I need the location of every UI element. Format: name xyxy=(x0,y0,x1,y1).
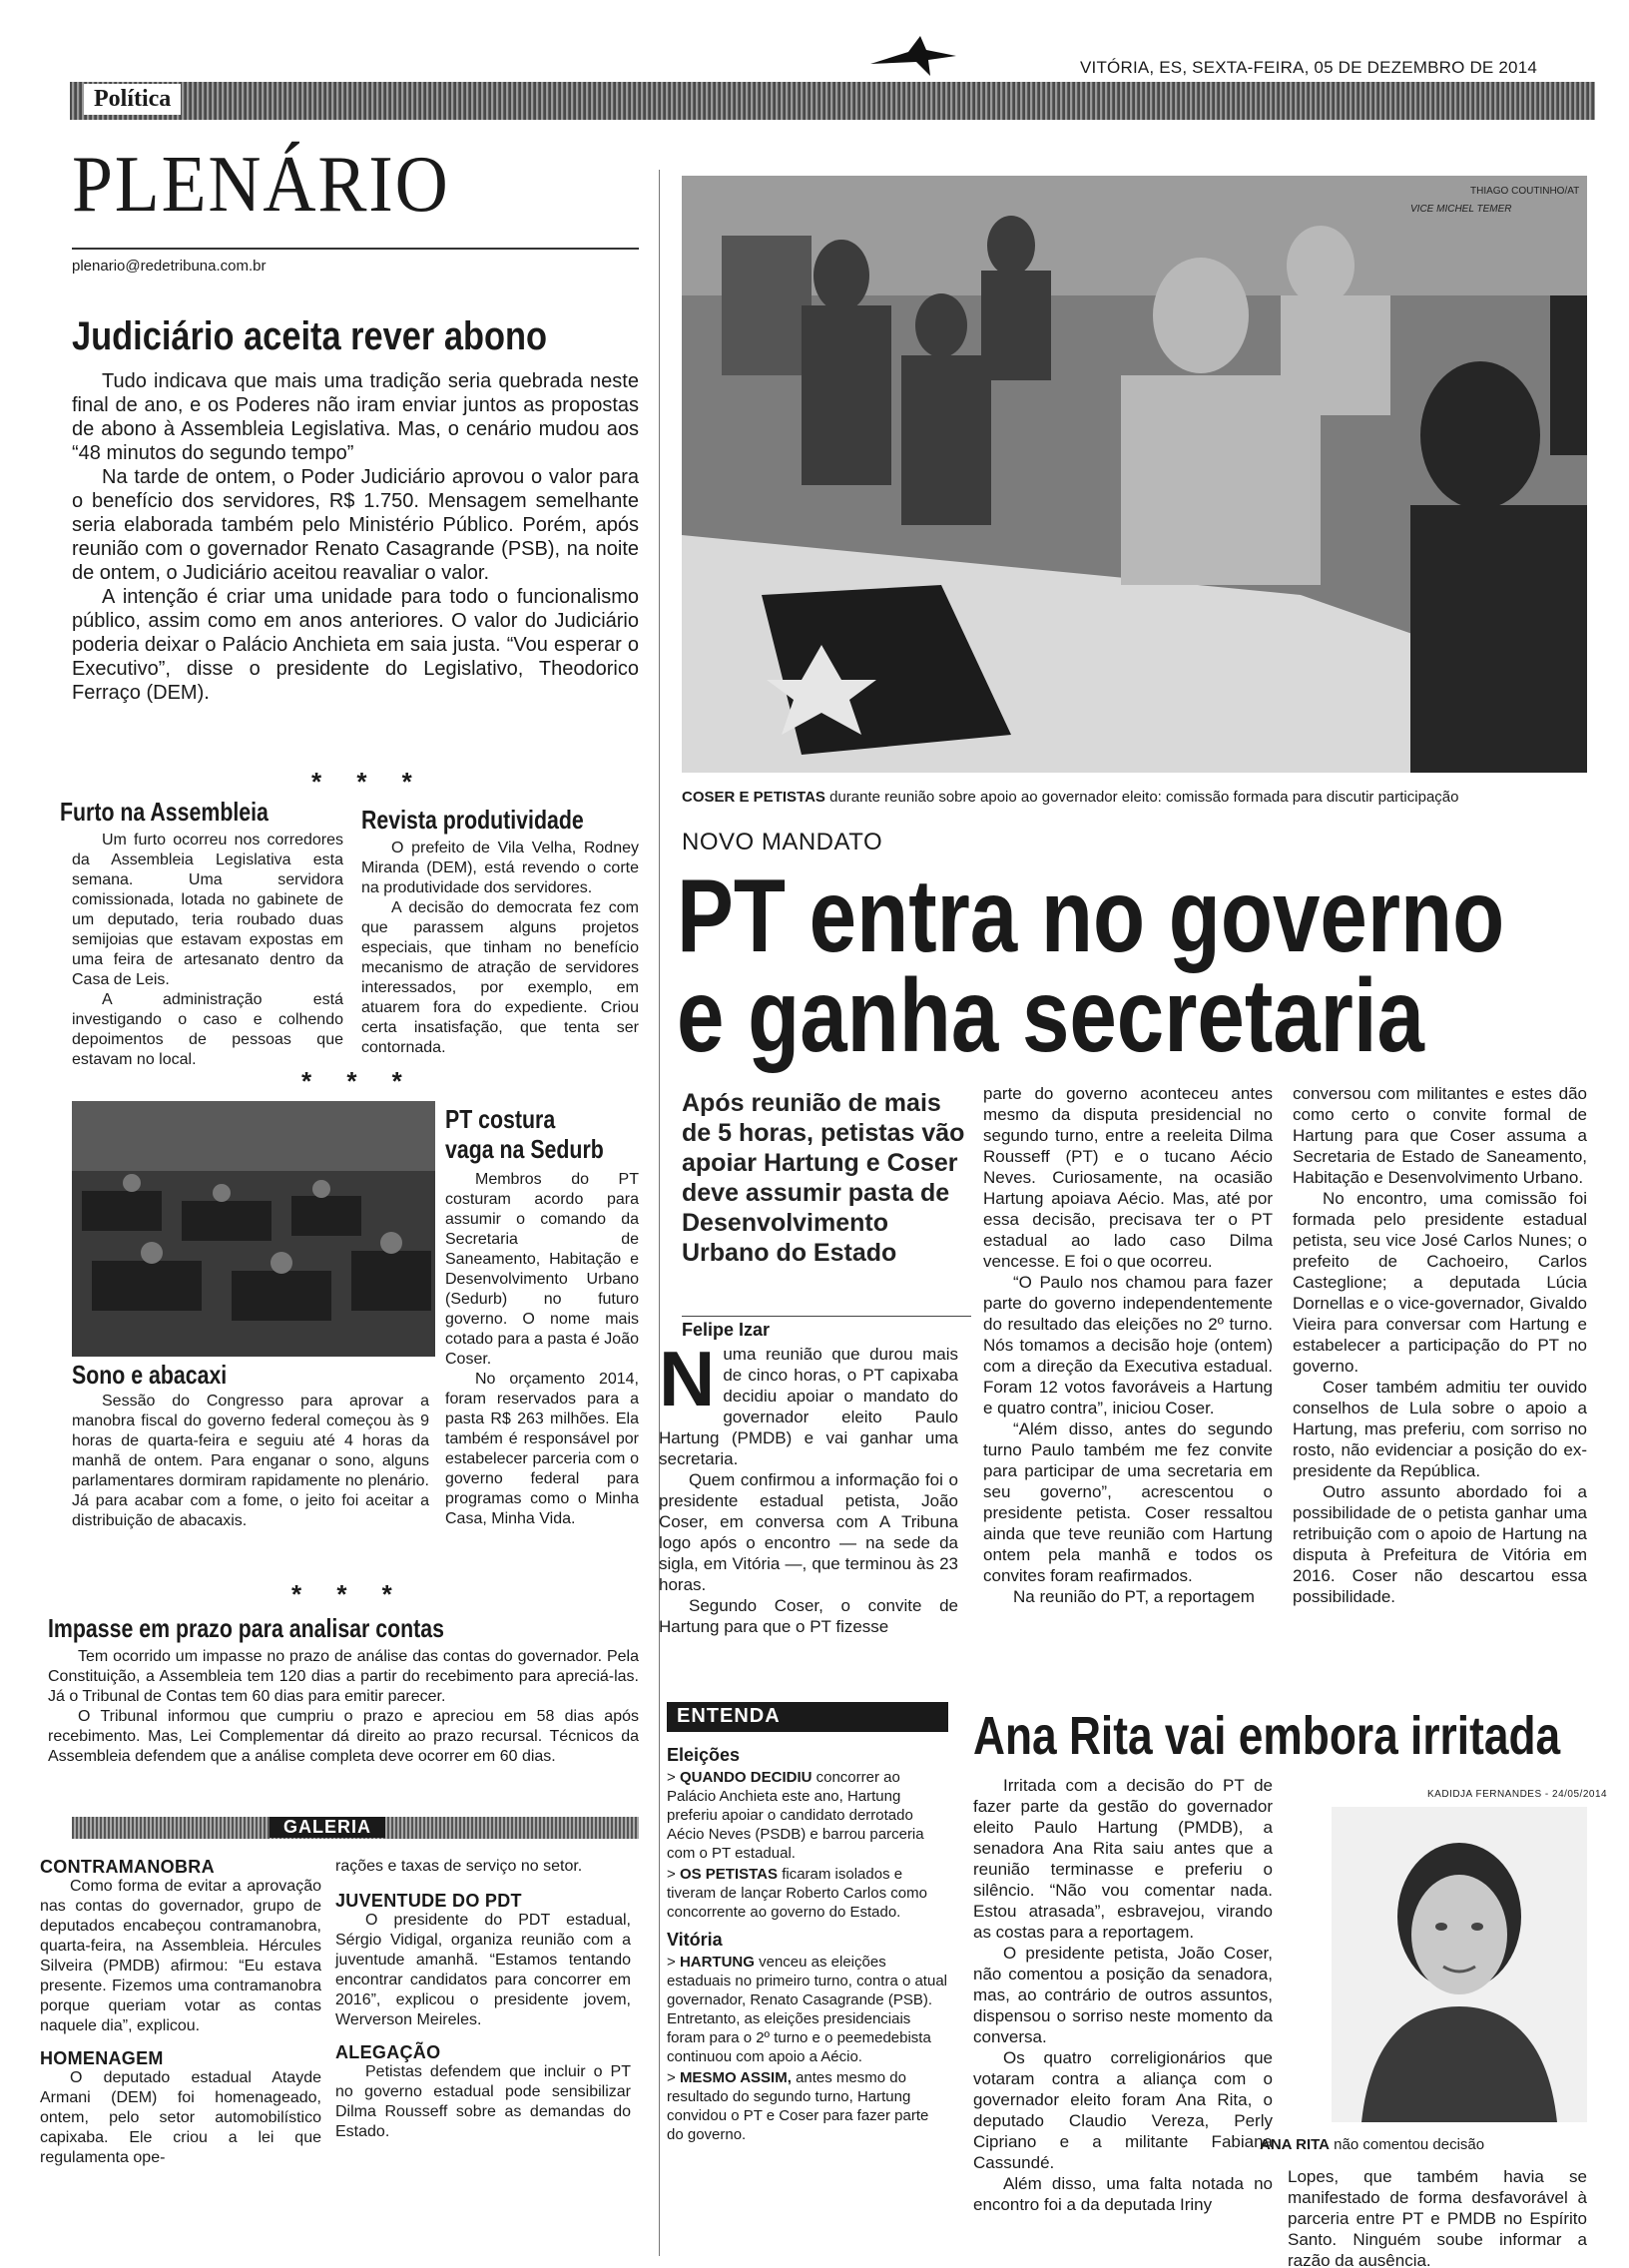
entenda-item-lead: QUANDO DECIDIU xyxy=(679,1769,813,1786)
galeria-item-text: O presidente do PDT estadual, Sérgio Vidigal, organiza reunião com a juventude amanhã. “Estamos tentando encontrar candidatos para concorrer em 2016”, explicou o presidente jovem, Werverson Meireles. xyxy=(335,1912,631,2028)
entenda-label: ENTENDA xyxy=(667,1702,948,1732)
entenda-item-text: ficaram isolados e tiveram de lançar Roberto Carlos como concorrente ao governo do Estado. xyxy=(667,1866,927,1921)
article-pt-costura xyxy=(445,1170,639,1529)
photo-caption xyxy=(682,789,1587,807)
photo-congress-session xyxy=(72,1101,435,1357)
headline-impasse: Impasse em prazo para analisar contas xyxy=(48,1613,444,1643)
headline-judiciario: Judiciário aceita rever abono xyxy=(72,314,548,358)
entenda-item-lead: HARTUNG xyxy=(679,1954,755,1971)
paragraph: No orçamento 2014, foram reservados para a pasta R$ 263 milhões. Ela também é responsável por estabelecer parceria com o governo federal para programas como o Minha Casa, Minha Vida. xyxy=(445,1371,639,1527)
paragraph: conversou com militantes e estes dão como certo o convite formal de Hartung para que Coser assuma a Secretaria de Estado de Saneamento, Habitação e Desenvolvimento Urbano. xyxy=(1293,1084,1587,1187)
entenda-item-lead: OS PETISTAS xyxy=(679,1866,779,1883)
headline-pt-costura xyxy=(445,1104,604,1164)
galeria-item-text: Como forma de evitar a aprovação nas contas do governador, grupo de deputados encabeçou contramanobra, quarta-feira, na Assembleia. Hércules Silveira (PMDB) afirmou: “Eu estava presente. Fizemos uma contramanobra porque queriam votar as contas naquele dia”, explicou. xyxy=(40,1878,321,2034)
main-headline xyxy=(677,858,1505,1074)
paragraph: Irritada com a decisão do PT de fazer parte da gestão do governador eleito Paulo Hartung (PMDB), a senadora Ana Rita saiu antes que a reunião terminasse e preferiu o silêncio. “Não vou comentar nada. Estou atrasada”, esbravejou, virando as costas para a reportagem. xyxy=(973,1776,1273,1942)
column-email[interactable]: plenario@redetribuna.com.br xyxy=(72,258,267,275)
photo-tag: VICE MICHEL TEMER xyxy=(1410,204,1512,215)
section-band xyxy=(70,82,1595,120)
separator-stars: * * * xyxy=(301,1066,416,1096)
entenda-item-text: concorrer ao Palácio Anchieta este ano, Hartung preferiu apoiar o candidato derrotado Aécio Neves (PSDB) e barrou parceria com o PT estadual. xyxy=(667,1769,924,1862)
photo-meeting xyxy=(682,176,1587,773)
galeria-col-left xyxy=(40,1857,321,2168)
paragraph: A intenção é criar uma unidade para todo o funcionalismo público, assim como em anos anteriores. O valor do Judiciário poderia deixar o Palácio Anchieta em saia justa. “Vou esperar o Executivo”, disse o presidente do Legislativo, Theodorico Ferraço (DEM). xyxy=(72,586,639,704)
headline-line: vaga na Sedurb xyxy=(445,1134,604,1164)
lead-paragraph: Após reunião de mais de 5 horas, petistas vão apoiar Hartung e Coser deve assumir pasta de Desenvolvimento Urbano do Estado xyxy=(682,1089,965,1267)
photo-credit: KADIDJA FERNANDES - 24/05/2014 xyxy=(1427,1789,1608,1800)
kicker: NOVO MANDATO xyxy=(682,829,883,855)
headline-furto: Furto na Assembleia xyxy=(60,797,269,827)
entenda-item-lead: MESMO ASSIM, xyxy=(679,2069,792,2086)
photo-ana-rita xyxy=(1332,1807,1587,2122)
paragraph: Coser também admitiu ter ouvido conselhos de Lula sobre o apoio a Hartung, mas preferiu, com sorriso no rosto, não evidenciar a posição do ex-presidente da República. xyxy=(1293,1378,1587,1480)
galeria-col-right xyxy=(335,1857,631,2142)
entenda-item: > QUANDO DECIDIU concorrer ao Palácio Anchieta este ano, Hartung preferiu apoiar o candidato derrotado Aécio Neves (PSDB) e barrou parceria com o PT estadual. xyxy=(667,1769,924,1862)
galeria-item-text: Petistas defendem que incluir o PT no governo estadual pode sensibilizar Dilma Rousseff sobre as demandas do Estado. xyxy=(335,2063,631,2140)
paragraph: Na tarde de ontem, o Poder Judiciário aprovou o valor para o benefício dos servidores, R$ 1.750. Mensagem semelhante seria elaborada também pelo Ministério Público. Porém, após reunião com o governador Renato Casagrande (PSB), na noite de ontem, o Judiciário aceitou reavaliar o valor. xyxy=(72,466,639,584)
column-title: PLENÁRIO xyxy=(72,141,450,229)
section-label: Política xyxy=(84,84,181,115)
galeria-item-title: HOMENAGEM xyxy=(40,2048,164,2068)
paragraph: Outro assunto abordado foi a possibilidade de o petista ganhar uma retribuição com o apoio de Hartung na disputa à Prefeitura de Vitória em 2016. Coser não descartou essa possibilidade. xyxy=(1293,1482,1587,1606)
galeria-label: GALERIA xyxy=(270,1817,385,1838)
main-col-3 xyxy=(983,1083,1273,1607)
divider xyxy=(72,248,639,250)
headline-ana-rita: Ana Rita vai embora irritada xyxy=(973,1706,1561,1766)
paragraph: Quem confirmou a informação foi o presidente estadual petista, João Coser, em conversa com A Tribuna logo após o encontro — na sede da sigla, em Vitória —, que terminou às 23 horas. xyxy=(659,1470,958,1594)
dropcap: N xyxy=(659,1335,716,1422)
paragraph: O Tribunal informou que cumpriu o prazo e apreciou em 58 dias após recebimento. Mas, Lei Complementar dá direito ao prazo recursal. Técnicos da Assembleia defendem que a análise completa deve ocorrer em 60 dias. xyxy=(48,1708,639,1765)
headline-line: PT costura xyxy=(445,1104,556,1134)
newspaper-bird-logo-icon xyxy=(868,34,958,78)
article-impasse xyxy=(48,1647,639,1767)
divider xyxy=(682,1316,971,1317)
meeting-photo-art xyxy=(682,176,1587,773)
paragraph: “O Paulo nos chamou para fazer parte do governo independentemente do resultado das eleições no 2º turno. Nós tomamos a decisão hoje (ontem) com a direção da Executiva estadual. Foram 12 votos favoráveis a Hartung e quatro contra”, iniciou Coser. xyxy=(983,1273,1273,1418)
paragraph: Segundo Coser, o convite de Hartung para que o PT fizesse xyxy=(659,1596,958,1636)
entenda-section-title: Vitória xyxy=(667,1930,723,1950)
paragraph xyxy=(659,1335,958,1469)
galeria-item-title: ALEGAÇÃO xyxy=(335,2042,441,2062)
article-sono xyxy=(72,1392,429,1531)
headline-revista: Revista produtividade xyxy=(361,805,584,835)
paragraph: A administração está investigando o caso e colhendo depoimentos de pessoas que estavam no local. xyxy=(72,991,343,1068)
paragraph: Sessão do Congresso para aprovar a manobra fiscal do governo federal começou às 9 horas de quarta-feira e seguiu até 4 horas da manhã de ontem. Para enganar o sono, alguns parlamentares dormiram rapidamente no plenário. Já para acabar com a fome, o jeito foi aceitar a distribuição de abacaxis. xyxy=(72,1393,429,1529)
paragraph: Membros do PT costuram acordo para assumir o comando da Secretaria de Saneamento, Habitação e Desenvolvimento Urbano (Sedurb) no futuro governo. O nome mais cotado para a pasta é João Coser. xyxy=(445,1171,639,1368)
main-col-2 xyxy=(659,1335,958,1637)
entenda-item: > HARTUNG venceu as eleições estaduais no primeiro turno, contra o atual governador, Renato Casagrande (PSB). Entretanto, as eleições presidenciais foram para o 2º turno e o peemedebista continuou com apoio a Aécio. xyxy=(667,1954,947,2065)
separator-stars: * * * xyxy=(311,767,426,797)
paragraph: Os quatro correligionários que votaram contra a aliança com o governador eleito foram Ana Rita, o deputado Claudio Vereza, Perly Cipriano e a militante Fabiana Cassundé. xyxy=(973,2048,1273,2172)
entenda-item-text: antes mesmo do resultado do segundo turno, Hartung convidou o PT e Coser para fazer parte do governo. xyxy=(667,2069,929,2143)
paragraph: A decisão do democrata fez com que parassem alguns projetos especiais, que tinham no benefício mecanismo de atração de servidores interessados, por exemplo, em atuarem fora do expediente. Criou certa insatisfação, que tenta ser contornada. xyxy=(361,899,639,1056)
article-judiciario xyxy=(72,369,639,705)
photo-credit: THIAGO COUTINHO/AT xyxy=(1470,186,1580,197)
ana-rita-col-2 xyxy=(1288,2166,1587,2268)
galeria-item-title: JUVENTUDE DO PDT xyxy=(335,1891,522,1911)
paragraph: Tudo indicava que mais uma tradição seria quebrada neste final de ano, e os Poderes não iram enviar juntos as propostas de abono à Assembleia Legislativa. Mas, o cenário mudou aos “48 minutos do segundo tempo” xyxy=(72,370,639,464)
separator-stars: * * * xyxy=(291,1579,406,1609)
entenda-item: > MESMO ASSIM, antes mesmo do resultado do segundo turno, Hartung convidou o PT e Coser para fazer parte do governo. xyxy=(667,2069,929,2143)
entenda-item-text: venceu as eleições estaduais no primeiro turno, contra o atual governador, Renato Casagrande (PSB). Entretanto, as eleições presidenciais foram para o 2º turno e o peemedebista continuou com apoio a Aécio. xyxy=(667,1954,947,2065)
ana-rita-caption xyxy=(1260,2136,1587,2154)
caption-text: não comentou decisão xyxy=(1334,2136,1485,2153)
paragraph: O prefeito de Vila Velha, Rodney Miranda (DEM), está revendo o corte na produtividade dos servidores. xyxy=(361,840,639,896)
headline-sono: Sono e abacaxi xyxy=(72,1360,228,1390)
article-revista xyxy=(361,839,639,1058)
headline-line: e ganha secretaria xyxy=(677,958,1424,1074)
galeria-item-text: O deputado estadual Atayde Armani (DEM) foi homenageado, ontem, pelo setor automobilístico capixaba. Ele criou a lei que regulamenta ope- xyxy=(40,2069,321,2166)
paragraph: O presidente petista, João Coser, não comentou a posição da senadora, mas, ao contrário de outros assuntos, dispensou o sorriso neste momento da conversa. xyxy=(973,1944,1273,2046)
paragraph: Tem ocorrido um impasse no prazo de análise das contas do governador. Pela Constituição, a Assembleia tem 120 dias a partir do recebimento para apreciá-las. Já o Tribunal de Contas tem 60 dias para emitir parecer. xyxy=(48,1648,639,1705)
paragraph: parte do governo aconteceu antes mesmo da disputa presidencial no segundo turno, entre a reeleita Dilma Rousseff (PT) e o tucano Aécio Neves. Curiosamente, na ocasião Hartung apoiava Aécio. Mas, até por essa decisão, precisava ter o PT estadual ao lado caso Dilma vencesse. E foi o que ocorreu. xyxy=(983,1084,1273,1271)
date-text: VITÓRIA, ES, SEXTA-FEIRA, 05 DE DEZEMBRO DE 2014 xyxy=(1080,58,1538,77)
paragraph-text: uma reunião que durou mais de cinco horas, o PT capixaba decidiu apoiar o mandato do governador eleito Paulo Hartung (PMDB) e vai ganhar uma secretaria. xyxy=(659,1345,958,1468)
paragraph: Um furto ocorreu nos corredores da Assembleia Legislativa esta semana. Uma servidora comissionada, lotada no gabinete de um deputado, teria roubado duas semijoias que estavam expostas em uma feira de artesanato dentro da Casa de Leis. xyxy=(72,832,343,988)
caption-bold: ANA RITA xyxy=(1260,2136,1330,2153)
column-divider xyxy=(659,170,660,2256)
congress-photo-art xyxy=(72,1101,435,1357)
paragraph: Na reunião do PT, a reportagem xyxy=(1013,1587,1255,1606)
article-furto xyxy=(72,831,343,1070)
caption-bold: COSER E PETISTAS xyxy=(682,789,825,806)
galeria-item-title: CONTRAMANOBRA xyxy=(40,1857,215,1877)
main-col-4 xyxy=(1293,1083,1587,1607)
headline-line: PT entra no governo xyxy=(677,858,1505,974)
author-byline: Felipe Izar xyxy=(682,1320,771,1340)
ana-rita-col-1 xyxy=(973,1775,1273,2215)
entenda-item: > OS PETISTAS ficaram isolados e tiveram de lançar Roberto Carlos como concorrente ao governo do Estado. xyxy=(667,1866,927,1921)
caption-text: durante reunião sobre apoio ao governador eleito: comissão formada para discutir participação xyxy=(829,789,1459,806)
ana-rita-portrait-art xyxy=(1332,1807,1587,2122)
paragraph: Lopes, que também havia se manifestado de forma desfavorável à parceria entre PT e PMDB no Espírito Santo. Ninguém soube informar a razão da ausência. xyxy=(1288,2167,1587,2268)
entenda-box xyxy=(667,1745,948,2144)
paragraph: No encontro, uma comissão foi formada pelo presidente estadual petista, seu vice José Carlos Nunes; o prefeito de Cachoeiro, Carlos Casteglione; a deputada Lúcia Dornellas e o vice-governador, Givaldo Vieira para conversar com Hartung e estabelecer a participação do PT no governo. xyxy=(1293,1189,1587,1376)
paragraph: “Além disso, antes do segundo turno Paulo também me fez convite para participar de uma secretaria em seu governo”, acrescentou o presidente petista. Coser ressaltou ainda que teve reunião com Hartung ontem pela manhã e todos os convites foram reafirmados. xyxy=(983,1419,1273,1585)
galeria-item-text: rações e taxas de serviço no setor. xyxy=(335,1858,583,1875)
paragraph: Além disso, uma falta notada no encontro foi a da deputada Iriny xyxy=(973,2174,1273,2214)
entenda-section-title: Eleições xyxy=(667,1745,741,1765)
